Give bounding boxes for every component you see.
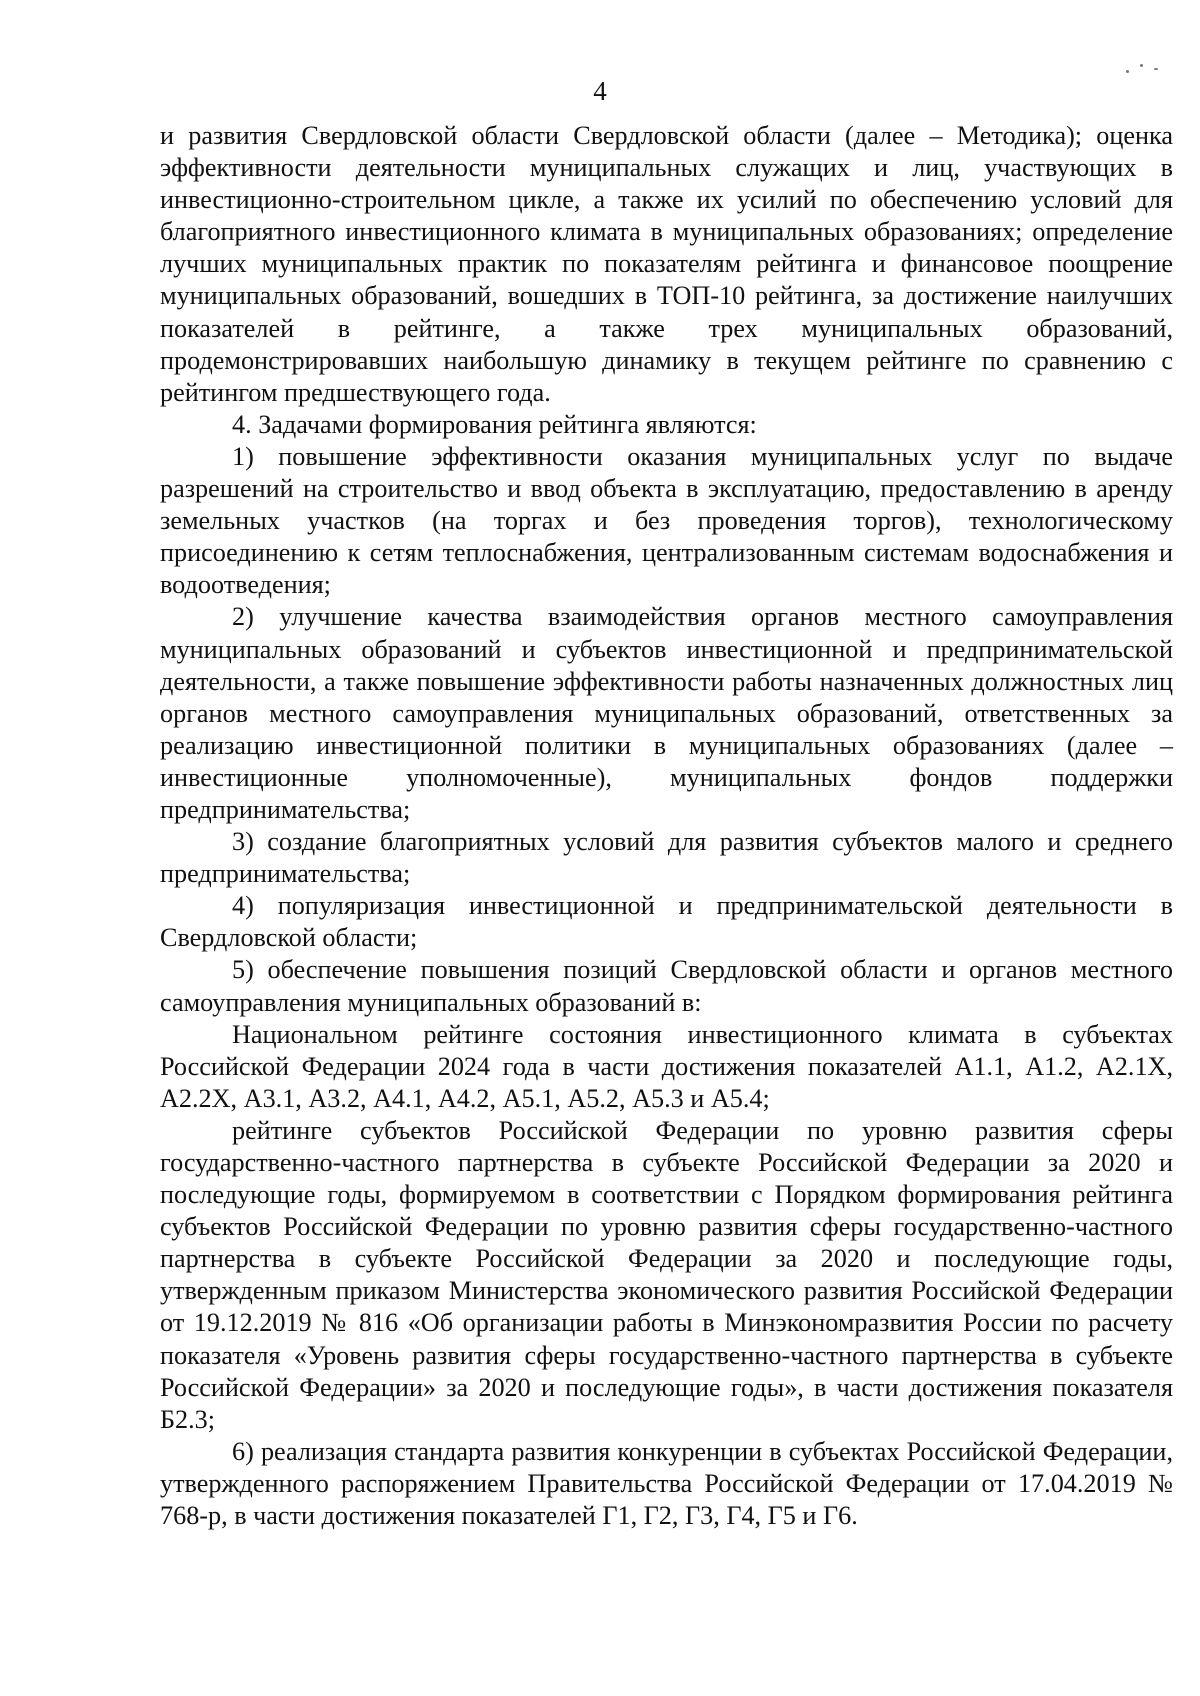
paragraph-ppp-rating: рейтинге субъектов Российской Федерации по уровню развития сферы государственно-частного партнерства в субъекте Российской Федерации за 2020 и последующие годы, формируемом в соответствии с Порядком формирования рейтинга субъектов Российской Федерации по уровню развития сферы государственно-частного партнерства в субъекте Российской Федерации за 2020 и последующие годы, утвержденным приказом Министерства экономического развития Российской Федерации от 19.12.2019 № 816 «Об организации работы в Минэкономразвития России по расчету показателя «Уровень развития сферы государственно-частного партнерства в субъекте Российской Федерации» за 2020 и последующие годы», в части достижения показателя Б2.3; <box>160 1115 1173 1434</box>
scan-dot <box>1154 68 1158 70</box>
paragraph-task-1: 1) повышение эффективности оказания муниципальных услуг по выдаче разрешений на строительство и ввод объекта в эксплуатацию, предоставлению в аренду земельных участков (на торгах и без проведения торгов), технологическому присоединению к сетям теплоснабжения, централизованным системам водоснабжения и водоотведения; <box>160 441 1173 600</box>
paragraph-task-3: 3) создание благоприятных условий для развития субъектов малого и среднего предпринимательства; <box>160 827 1173 889</box>
scan-dot <box>1140 64 1143 67</box>
paragraph-continuation: и развития Свердловской области Свердловской области (далее – Методика); оценка эффективности деятельности муниципальных служащих и лиц, участвующих в инвестиционно-строительном цикле, а также их усилий по обеспечению условий для благоприятного инвестиционного климата в муниципальных образованиях; определение лучших муниципальных практик по показателям рейтинга и финансовое поощрение муниципальных образований, вошедших в ТОП-10 рейтинга, за достижение наилучших показателей в рейтинге, а также трех муниципальных образований, продемонстрировавших наибольшую динамику в текущем рейтинге по сравнению с рейтингом предшествующего года. <box>160 121 1173 407</box>
paragraph-tasks-heading: 4. Задачами формирования рейтинга являются: <box>232 409 757 439</box>
paragraph-task-2: 2) улучшение качества взаимодействия органов местного самоуправления муниципальных образований и субъектов инвестиционной и предпринимательской деятельности, а также повышение эффективности работы назначенных должностных лиц органов местного самоуправления муниципальных образований, ответственных за реализацию инвестиционной политики в муниципальных образованиях (далее – инвестиционные уполномоченные), муниципальных фондов поддержки предпринимательства; <box>160 602 1173 824</box>
document-body <box>160 120 1173 1532</box>
paragraph-task-6: 6) реализация стандарта развития конкуренции в субъектах Российской Федерации, утвержденного распоряжением Правительства Российской Федерации от 17.04.2019 № 768-р, в части достижения показателей Г1, Г2, Г3, Г4, Г5 и Г6. <box>160 1436 1173 1531</box>
paragraph-task-4: 4) популяризация инвестиционной и предпринимательской деятельности в Свердловской области; <box>160 891 1173 953</box>
paragraph-task-5: 5) обеспечение повышения позиций Свердловской области и органов местного самоуправления муниципальных образований в: <box>160 955 1173 1017</box>
page-number: 4 <box>593 76 607 106</box>
paragraph-national-rating: Национальном рейтинге состояния инвестиционного климата в субъектах Российской Федерации 2024 года в части достижения показателей А1.1, А1.2, А2.1Х, А2.2Х, А3.1, А3.2, А4.1, А4.2, А5.1, А5.2, А5.3 и А5.4; <box>160 1019 1173 1113</box>
scan-dot <box>1126 70 1129 73</box>
